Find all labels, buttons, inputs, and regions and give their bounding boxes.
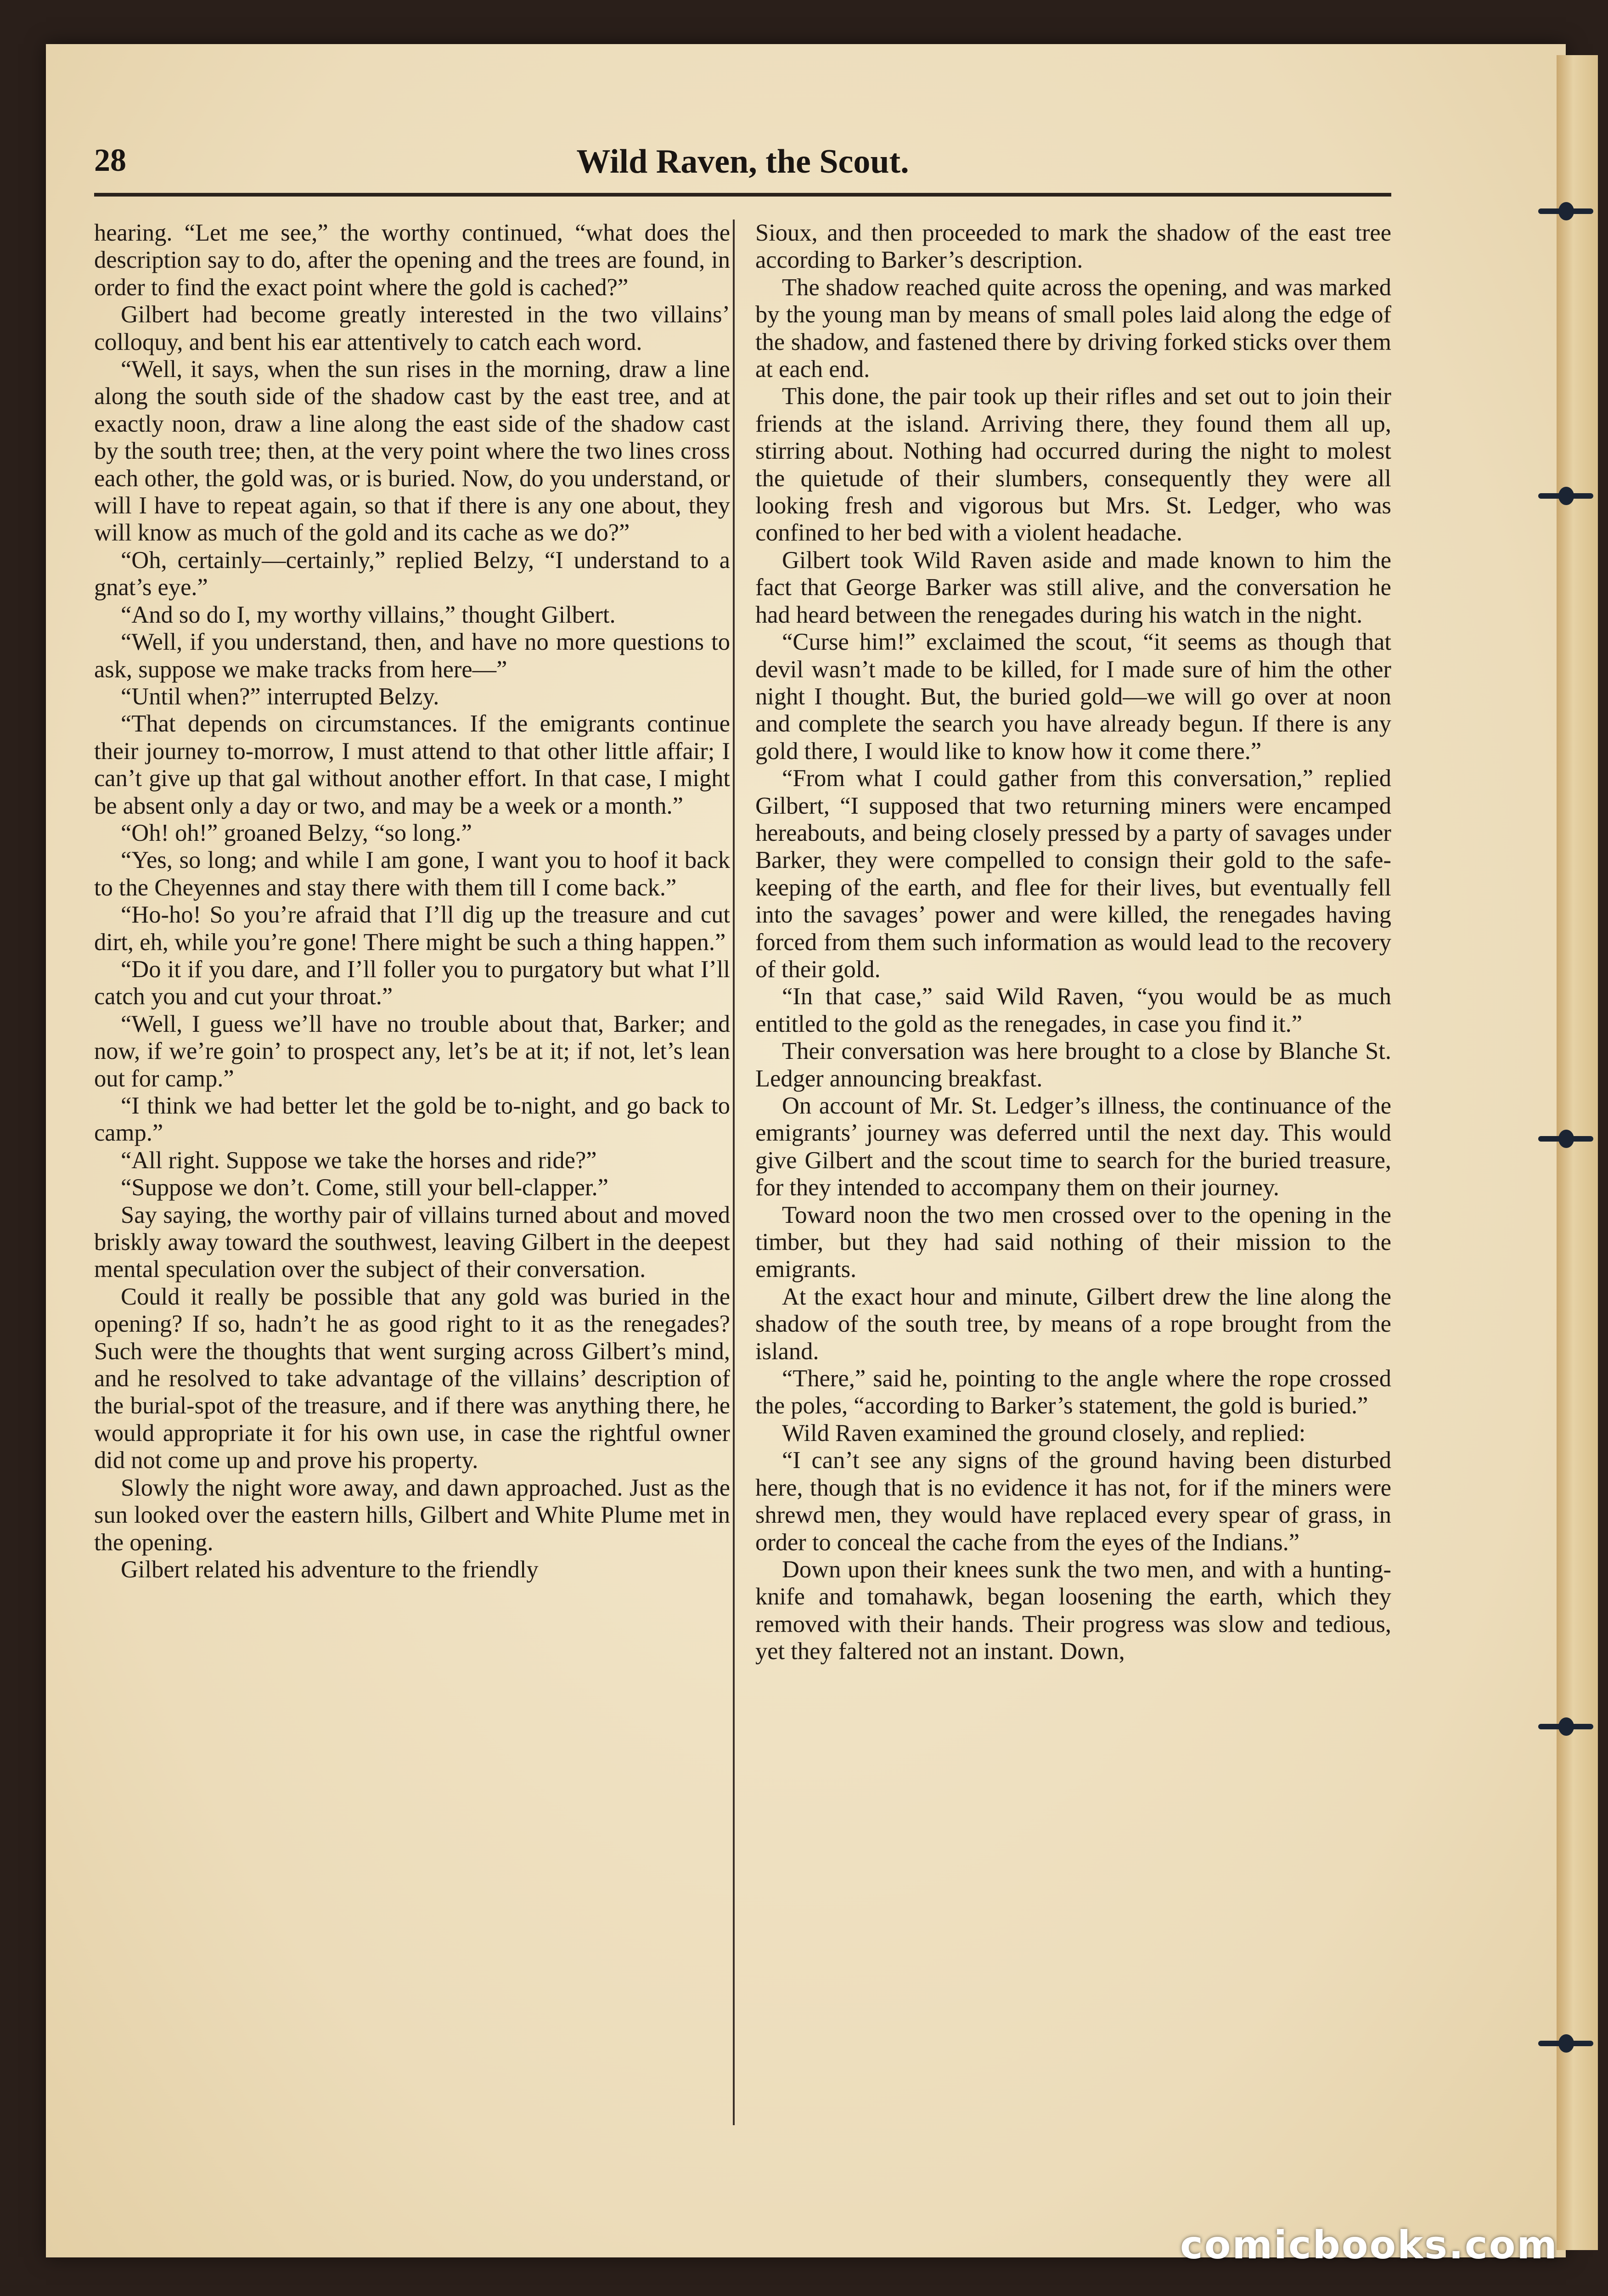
paragraph: “Yes, so long; and while I am gone, I want you to hoof it back to the Cheyennes and stay there with them till I come back.” <box>94 847 730 901</box>
paragraph: “And so do I, my worthy villains,” thought Gilbert. <box>121 601 616 628</box>
paragraph: Gilbert related his adventure to the friendly <box>121 1556 539 1583</box>
paragraph: Gilbert had become greatly interested in the two villains’ colloquy, and bent his ear attentively to catch each word. <box>94 301 730 355</box>
paragraph: The shadow reached quite across the opening, and was marked by the young man by means of small poles laid along the edge of the shadow, and fastened there by driving forked sticks over them at each end. <box>755 274 1391 383</box>
paragraph: “Until when?” interrupted Belzy. <box>121 683 439 710</box>
page-header <box>94 138 1391 188</box>
paragraph: Gilbert took Wild Raven aside and made known to him the fact that George Barker was still alive, and the conversation he had heard between the renegades during his watch in the night. <box>755 546 1391 628</box>
paragraph: “I think we had better let the gold be to-night, and go back to camp.” <box>94 1092 730 1147</box>
paragraph: This done, the pair took up their rifles and set out to join their friends at the island. Arriving there, they found them all up, stirring about. Nothing had occurred during the night to molest the quietude of their slumbers, consequently they were all looking fresh and vigorous but Mrs. St. Ledger, who was confined to her bed with a violent headache. <box>755 383 1391 546</box>
paragraph: “From what I could gather from this conversation,” replied Gilbert, “I supposed that two returning miners were encamped hereabouts, and being closely pressed by a party of savages under Barker, they were compelled to consign their gold to the safe-keeping of the earth, and flee for their lives, but eventually fell into the savages’ power and were killed, the renegades having forced from them such information as would lead to the recovery of their gold. <box>755 765 1391 983</box>
paragraph: “Ho-ho! So you’re afraid that I’ll dig up the treasure and cut dirt, eh, while you’re gone! There might be such a thing happen.” <box>94 901 730 956</box>
paragraph: Sioux, and then proceeded to mark the shadow of the east tree according to Barker’s description. <box>755 219 1391 274</box>
paragraph: Say saying, the worthy pair of villains turned about and moved briskly away toward the southwest, leaving Gilbert in the deepest mental speculation over the subject of their conversation. <box>94 1201 730 1283</box>
paragraph: “Well, I guess we’ll have no trouble about that, Barker; and now, if we’re goin’ to prospect any, let’s be at it; if not, let’s lean out for camp.” <box>94 1010 730 1092</box>
paragraph: “Well, if you understand, then, and have no more questions to ask, suppose we make tracks from here—” <box>94 629 730 683</box>
paragraph: Slowly the night wore away, and dawn approached. Just as the sun looked over the eastern hills, Gilbert and White Plume met in the opening. <box>94 1474 730 1556</box>
binding-stitch-icon <box>1538 2034 1593 2053</box>
header-rule <box>94 193 1391 197</box>
running-title: Wild Raven, the Scout. <box>576 143 909 180</box>
binding-stitch-icon <box>1538 202 1593 220</box>
left-column <box>94 219 730 2125</box>
paragraph: hearing. “Let me see,” the worthy continued, “what does the description say to do, after the opening and the trees are found, in order to find the exact point where the gold is cached?” <box>94 219 730 301</box>
page-number: 28 <box>94 143 126 178</box>
binding-stitch-icon <box>1538 1717 1593 1736</box>
paragraph: “Do it if you dare, and I’ll foller you to purgatory but what I’ll catch you and cut your throat.” <box>94 956 730 1010</box>
paragraph: Wild Raven examined the ground closely, and replied: <box>782 1419 1306 1446</box>
paragraph: “Suppose we don’t. Come, still your bell-clapper.” <box>121 1174 608 1201</box>
paragraph: “Oh, certainly—certainly,” replied Belzy, “I understand to a gnat’s eye.” <box>94 546 730 601</box>
paragraph: “There,” said he, pointing to the angle where the rope crossed the poles, “according to Barker’s statement, the gold is buried.” <box>755 1365 1391 1419</box>
paragraph: Could it really be possible that any gold was buried in the opening? If so, hadn’t he as good right to it as the renegades? Such were the thoughts that went surging across Gilbert’s mind, and he resolved to take advantage of the villains’ description of the burial-spot of the treasure, and if there was anything there, he would appropriate it for his own use, in case the rightful owner did not come up and prove his property. <box>94 1283 730 1474</box>
paragraph: “Well, it says, when the sun rises in the morning, draw a line along the south side of the shadow cast by the east tree, and at exactly noon, draw a line along the east side of the shadow cast by the south tree; then, at the very point where the two lines cross each other, the gold was, or is buried. Now, do you understand, or will I have to repeat again, so that if there is any one about, they will know as much of the gold and its cache as we do?” <box>94 356 730 546</box>
paragraph: “That depends on circumstances. If the emigrants continue their journey to-morrow, I must attend to that other little affair; I can’t give up that gal without another effort. In that case, I might be absent only a day or two, and may be a week or a month.” <box>94 710 730 819</box>
paragraph: Their conversation was here brought to a close by Blanche St. Ledger announcing breakfast. <box>755 1038 1391 1092</box>
column-divider <box>733 219 735 2125</box>
page-binding <box>1557 55 1598 2250</box>
paragraph: “In that case,” said Wild Raven, “you would be as much entitled to the gold as the renegades, in case you find it.” <box>755 983 1391 1037</box>
paragraph: At the exact hour and minute, Gilbert drew the line along the shadow of the south tree, by means of a rope brought from the island. <box>755 1283 1391 1365</box>
paragraph: Toward noon the two men crossed over to the opening in the timber, but they had said nothing of their mission to the emigrants. <box>755 1201 1391 1283</box>
paragraph: On account of Mr. St. Ledger’s illness, the continuance of the emigrants’ journey was deferred until the next day. This would give Gilbert and the scout time to search for the buried treasure, for they intended to accompany them on their journey. <box>755 1092 1391 1201</box>
paragraph: “Oh! oh!” groaned Belzy, “so long.” <box>121 819 472 846</box>
paragraph: “All right. Suppose we take the horses and ride?” <box>121 1147 597 1174</box>
paragraph: “I can’t see any signs of the ground having been disturbed here, though that is no evidence it has not, for if the miners were shrewd men, they would have replaced every spear of grass, in order to conceal the cache from the eyes of the Indians.” <box>755 1447 1391 1556</box>
binding-stitch-icon <box>1538 1130 1593 1148</box>
watermark: comicbooks.com <box>1180 2223 1558 2268</box>
right-column <box>755 219 1391 2125</box>
binding-stitch-icon <box>1538 487 1593 505</box>
paragraph: “Curse him!” exclaimed the scout, “it seems as though that devil wasn’t made to be killed, for I made sure of him the other night I thought. But, the buried gold—we will go over at noon and complete the search you have already begun. If there is any gold there, I would like to know how it come there.” <box>755 629 1391 765</box>
paragraph: Down upon their knees sunk the two men, and with a hunting-knife and tomahawk, began loosening the earth, which they removed with their hands. Their progress was slow and tedious, yet they faltered not an instant. Down, <box>755 1556 1391 1665</box>
